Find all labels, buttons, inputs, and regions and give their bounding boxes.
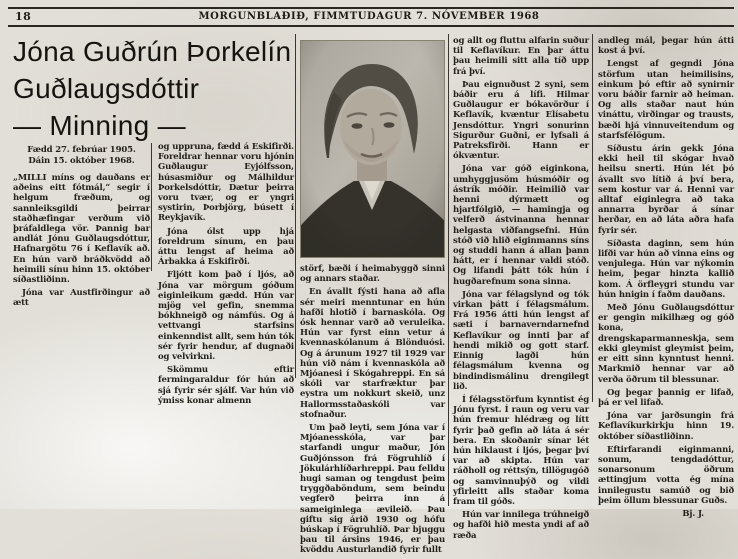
article-headline xyxy=(13,33,303,144)
body-paragraph: Um það leyti, sem Jóna var í Mjóanesskóla, var þar starfandi ungur maður, Jón Guðjónsson frá Fögruhlíð í Jökulárhlíðarhreppi. Þau felldu hugi saman og tengdust þeim tryggðaböndum, sem beindu vegferð þeirra inn á sameiginlega ævileið. Þau giftu sig árið 1930 og hófu búskap í Fögruhlíð. Þar bjuggu þau til ársins 1946, er þau kvöddu Austurlandið fyrir fullt xyxy=(300,423,445,556)
body-paragraph: Síðustu árin gekk Jóna ekki heil til skógar hvað heilsu snerti. Hún lét þó ávallt svo lítið á því bera, sem kostur var á. Henni var alltaf eiginlegra að taka annarra byrðar á sínar herðar, en að láta aðra hafa fyrir sér. xyxy=(598,144,734,236)
header-bottom-rule xyxy=(8,25,734,27)
portrait-photo-image xyxy=(300,40,445,258)
portrait-photo xyxy=(300,40,445,258)
article-column-3 xyxy=(300,40,445,559)
body-paragraph: „MILLI míns og dauðans er aðeins eitt fótmál,“ segir í helgum fræðum, og sannleiksgildi þeirrar staðhæfingar verðum við þráfaldlega vör. Þannig bar andlát Jónu Guðlaugsdóttur, Hafnargötu 76 í Keflavík að. En hún varð bráðkvödd að heimili sínu hinn 15. október síðastliðinn. xyxy=(13,173,150,286)
birth-death-dates xyxy=(13,145,150,167)
headline-line-3: — Minning — xyxy=(13,110,186,141)
author-signature: Bj. J. xyxy=(682,508,704,519)
body-paragraph: og allt og fluttu alfarin suður til Keflavíkur. En þar áttu þau heimili sitt alla tíð upp frá því. xyxy=(453,36,589,77)
column-rule-4-5 xyxy=(592,34,593,402)
headline-line-2: Guðlaugsdóttir xyxy=(13,73,200,104)
article-column-4 xyxy=(453,36,589,544)
column-rule-1-2 xyxy=(151,143,152,271)
died-date: Dáin 15. október 1968. xyxy=(28,156,135,166)
body-paragraph: Fljótt kom það í ljós, að Jóna var mörgum góðum eiginleikum gædd. Hún var mjög vel gefin, snemma bókhneigð og námfús. Og á vettvangi starfsins einkenndist allt, sem hún tók sér fyrir hendur, af dugnaði og velvirkni. xyxy=(158,270,294,363)
born-date: Fædd 27. febrúar 1905. xyxy=(27,145,136,155)
body-paragraph: störf, bæði í heimabyggð sinni og annars staðar. xyxy=(300,264,445,285)
newspaper-masthead: MORGUNBLAÐIÐ, FIMMTUDAGUR 7. NÓVEMBER 1968 xyxy=(198,11,540,22)
article-column-1 xyxy=(13,145,150,312)
body-paragraph: En ávallt fýsti hana að afla sér meiri menntunar en hún hafði hlotið í barnaskóla. Og ósk hennar varð að veruleika. Hún var fyrst einn vetur á kvennaskólanum á Blönduósi. Og á árunum 1927 til 1929 var hún við nám í kvennaskóla að Mjóanesi í Skógahreppi. En sá skóli var starfræktur þar eystra um nokkurt skeið, unz Hallormsstaðaskóli var stofnaður. xyxy=(300,287,445,420)
body-paragraph: Jóna ólst upp hjá foreldrum sínum, en þau áttu lengst af heima að Árbakka á Eskifirði. xyxy=(158,226,294,268)
body-paragraph: Jóna var Austfirðingur að ætt xyxy=(13,288,150,309)
body-paragraph: Síðasta daginn, sem hún lifði var hún að vinna eins og venjulega. Hún var nýkomin heim, þegar hinzta kallið kom. Á örfleygri stundu var hún hnigin í faðm dauðans. xyxy=(598,238,734,300)
body-paragraph: Hún var innilega trúhneigð og hafði hið mesta yndi af að ræða xyxy=(453,510,589,541)
body-paragraph: Þau eignuðust 2 syni, sem báðir eru á lífi. Hilmar Guðlaugur er bókavörður í Keflavík, kvæntur Elísabetu Jensdóttur. Yngri sonurinn Sigurður Guðni, er lyfsali á Patreksfirði. Hann er ókvæntur. xyxy=(453,79,589,162)
header-top-rule xyxy=(8,7,734,9)
body-paragraph: Og þegar þannig er lifað, þá er vel lifað. xyxy=(598,387,734,408)
body-paragraph: Skömmu eftir fermingaraldur fór hún að sjá fyrir sér sjálf. Var hún við ýmiss konar almenn xyxy=(158,365,294,406)
body-paragraph: Jóna var félagslynd og tók virkan þátt í félagsmálum. Frá 1956 átti hún lengst af sæti í barnaverndarnefnd Keflavíkur og innti þar af hendi mikið og gott starf. Einnig lagði hún félagsmálum kvenna og bindindismálinu drengilegt lið. xyxy=(453,289,589,392)
body-paragraph: Jóna var góð eiginkona, umhyggjusöm húsmóðir og ástrík móðir. Heimilið var henni dýrmætt og hjartfólgið, — hamingja og velferð ástvinanna hennar helgasta viðfangsefni. Hún stóð við hlið eiginmanns síns og studdi hann á allan þann hátt, er í hennar valdi stóð. Og lifandi þátt tók hún í hugðarefnum sona sinna. xyxy=(453,164,589,287)
body-paragraph: Með Jónu Guðlaugsdóttur er gengin mikilhæg og góð kona, drengskaparmanneskja, sem ekki gleymist gleymist þeim, er eitt sinn kynntust henni. Markmið hennar var að verða öðrum til blessunar. xyxy=(598,303,734,385)
column-rule-2-3 xyxy=(295,34,296,378)
body-paragraph: Í félagsstörfum kynntist ég Jónu fyrst. Í raun og veru var hún fremur hlédræg og lítt fyrir það gefin að láta á sér bera. En skoðanir sínar lét hún hiklaust í ljós, þegar því var að skipta. Hún var ráðholl og réttsýn, tillögugóð og samvinnuþýð og vildi yfirleitt alls staðar koma fram til góðs. xyxy=(453,394,589,507)
body-paragraph: Lengst af gegndi Jóna störfum utan heimilisins, einkum þó eftir að synirnir voru báðir farnir að heiman. Og alls staðar naut hún vináttu, virðingar og trausts, bæði hjá vinnuveitendum og starfsfélögum. xyxy=(598,59,734,141)
body-paragraph: Jóna var jarðsungin frá Keflavíkurkirkju hinn 19. október síðastliðinn. xyxy=(598,411,734,442)
headline-line-1: Jóna Guðrún Þorkelín xyxy=(13,36,292,67)
article-column-5 xyxy=(598,36,734,519)
body-paragraph: og uppruna, fædd á Eskifirði. Foreldrar hennar voru hjónin Guðlaugur Eyjólfsson, húsasmiður og Málhildur Þorkelsdóttir, Dætur þeirra voru tvær, og er yngri systirin, Þorbjörg, búsett í Reykjavík. xyxy=(158,142,294,224)
column-rule-3-4 xyxy=(448,34,449,506)
body-paragraph: Eftirfarandi eiginmanni, sonum, tengdadóttur, sonarsonum öðrum ættingjum votta ég mína innilegustu samúð og bið þeim öllum blessunar Guðs. xyxy=(598,444,734,506)
page-number: 18 xyxy=(15,10,32,23)
body-paragraph: andleg mál, þegar hún átti kost á því. xyxy=(598,36,734,57)
article-column-2 xyxy=(158,142,294,409)
